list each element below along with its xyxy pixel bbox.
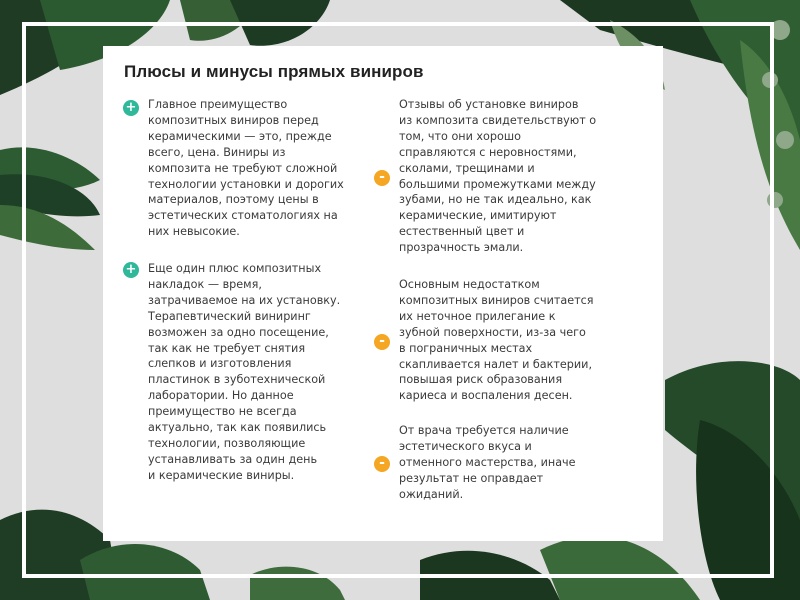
pro-item-line: технологии, позволяющие (148, 436, 306, 450)
con-item-line: композитных виниров считается (399, 293, 594, 307)
pro-item-line: технологии установки и дорогих (148, 177, 344, 191)
con-item-line: эстетического вкуса и (399, 439, 532, 453)
con-item-line: их неточное прилегание к (399, 309, 556, 323)
con-item-3 (399, 423, 639, 503)
con-item-line: результат не оправдает (399, 471, 544, 485)
minus-circle-icon: - (374, 456, 390, 472)
pro-item-line: актуально, так как появились (148, 421, 327, 435)
page-title: Плюсы и минусы прямых виниров (124, 62, 424, 81)
pro-item-line: Еще один плюс композитных (148, 262, 322, 275)
con-item-line: прозрачность эмали. (399, 241, 524, 255)
pro-item-line: материалов, поэтому цены в (148, 193, 319, 207)
pro-item-line: затрачиваемое на их установку. (148, 293, 341, 307)
pro-item-1 (148, 97, 368, 240)
content-card (103, 46, 663, 541)
con-item-line: зубной поверхности, из-за чего (399, 325, 586, 339)
con-item-line: в пограничных местах (399, 341, 533, 355)
con-item-line: кариеса и воспаления десен. (399, 389, 573, 403)
con-item-line: справляются с неровностями, (399, 145, 577, 159)
con-item-1 (399, 97, 639, 256)
pro-item-line: пластинок в зуботехнической (148, 373, 326, 387)
pro-item-line: них невысокие. (148, 225, 240, 239)
con-item-line: естественный цвет и (399, 225, 525, 239)
pro-item-line: и керамические виниры. (148, 468, 295, 482)
con-item-line: керамические, имитируют (399, 209, 557, 223)
plus-circle-icon: + (123, 100, 139, 116)
pro-item-line: керамическими — это, прежде (148, 129, 332, 143)
con-item-line: Отзывы об установке виниров (399, 98, 579, 111)
minus-circle-icon: - (374, 170, 390, 186)
pro-item-line: всего, цена. Виниры из (148, 145, 286, 159)
pro-item-line: эстетических стоматологиях на (148, 209, 338, 223)
con-item-line: отменного мастерства, иначе (399, 455, 576, 469)
pro-item-line: устанавливать за один день (148, 452, 318, 466)
con-item-line: из композита свидетельствуют о (399, 113, 597, 127)
pro-item-line: так как не требует снятия (148, 341, 306, 355)
con-item-line: Основным недостатком (399, 278, 540, 291)
pro-item-line: преимущество не всегда (148, 405, 297, 419)
con-item-line: зубами, но не так идеально, как (399, 193, 592, 207)
pro-item-line: возможен за одно посещение, (148, 325, 329, 339)
pro-item-line: композита не требуют сложной (148, 161, 338, 175)
con-item-line: повышая риск образования (399, 373, 563, 387)
pro-item-line: накладок — время, (148, 277, 262, 291)
con-item-line: скапливается налет и бактерии, (399, 357, 593, 371)
con-item-line: сколами, трещинами и (399, 161, 535, 175)
con-item-line: От врача требуется наличие (399, 424, 569, 437)
pro-item-2 (148, 261, 368, 484)
pro-item-line: слепков и изготовления (148, 357, 292, 371)
pro-item-line: композитных виниров перед (148, 113, 319, 127)
con-item-line: большими промежутками между (399, 177, 596, 191)
minus-circle-icon: - (374, 334, 390, 350)
con-item-line: ожиданий. (399, 487, 464, 501)
pro-item-line: Главное преимущество (148, 98, 288, 111)
pro-item-line: лаборатории. Но данное (148, 389, 294, 403)
plus-circle-icon: + (123, 262, 139, 278)
pro-item-line: Терапевтический виниринг (148, 309, 311, 323)
con-item-2 (399, 277, 639, 404)
con-item-line: том, что они хорошо (399, 129, 521, 143)
